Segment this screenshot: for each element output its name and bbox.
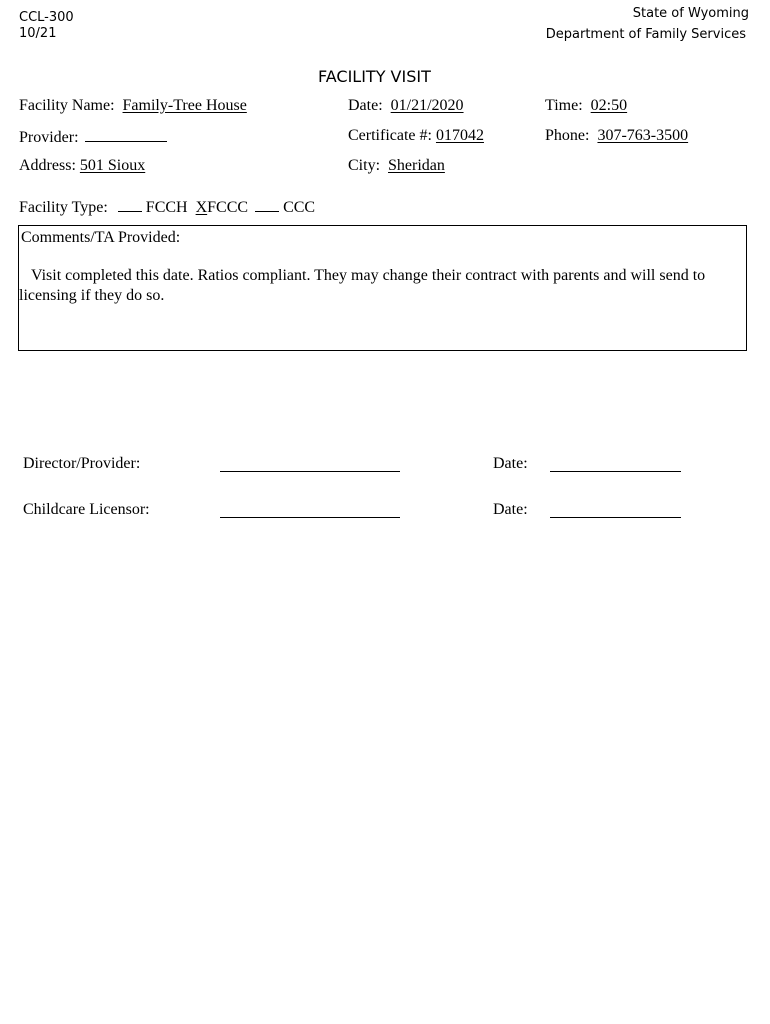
licensor-signature-label: Childcare Licensor: [23,501,150,518]
comments-label: Comments/TA Provided: [21,229,181,246]
director-signature-label: Director/Provider: [23,455,141,472]
ccc-option: CCC [283,199,316,216]
fcch-checkbox-line [118,197,142,212]
fccc-check-mark: X [195,199,208,216]
ccc-checkbox-line [255,197,279,212]
visit-time-label: Time: [545,97,583,114]
licensor-date-line [550,517,681,518]
address-field [19,157,145,175]
phone-field [545,127,688,145]
page-title: FACILITY VISIT [318,67,431,86]
director-signature-line [220,471,400,472]
comments-box [18,225,747,351]
facility-name-label: Facility Name: [19,97,115,114]
phone-label: Phone: [545,127,590,144]
director-date-label: Date: [493,455,528,472]
visit-time-field [545,97,627,115]
city-label: City: [348,157,381,174]
provider-field [19,127,167,147]
licensor-signature-line [220,517,400,518]
agency-department: Department of Family Services [545,27,746,42]
provider-blank-line [85,127,167,142]
visit-date-value: 01/21/2020 [390,97,464,114]
fccc-option: FCCC [207,199,249,216]
visit-time-value: 02:50 [590,97,628,114]
facility-name-value: Family-Tree House [122,97,247,114]
director-date-line [550,471,681,472]
address-label: Address: [19,157,76,174]
form-revision-date: 10/21 [19,26,57,41]
city-value: Sheridan [388,157,445,174]
facility-type-label: Facility Type: [19,199,108,216]
licensor-date-label: Date: [493,501,528,518]
facility-type-field [19,197,315,217]
visit-date-label: Date: [348,97,383,114]
facility-name-field [19,97,247,115]
certificate-value: 017042 [435,127,484,144]
phone-value: 307-763-3500 [597,127,689,144]
comments-text: Visit completed this date. Ratios compliant. They may change their contract with parents and will send to licensing if they do so. [19,267,706,304]
certificate-field [348,127,484,145]
city-field [348,157,445,175]
visit-date-field [348,97,464,115]
form-code: CCL-300 [19,10,74,25]
address-value: 501 Sioux [79,157,146,174]
certificate-label: Certificate #: [348,127,432,144]
fcch-option: FCCH [145,199,188,216]
provider-label: Provider: [19,129,79,146]
agency-state: State of Wyoming [632,6,749,21]
